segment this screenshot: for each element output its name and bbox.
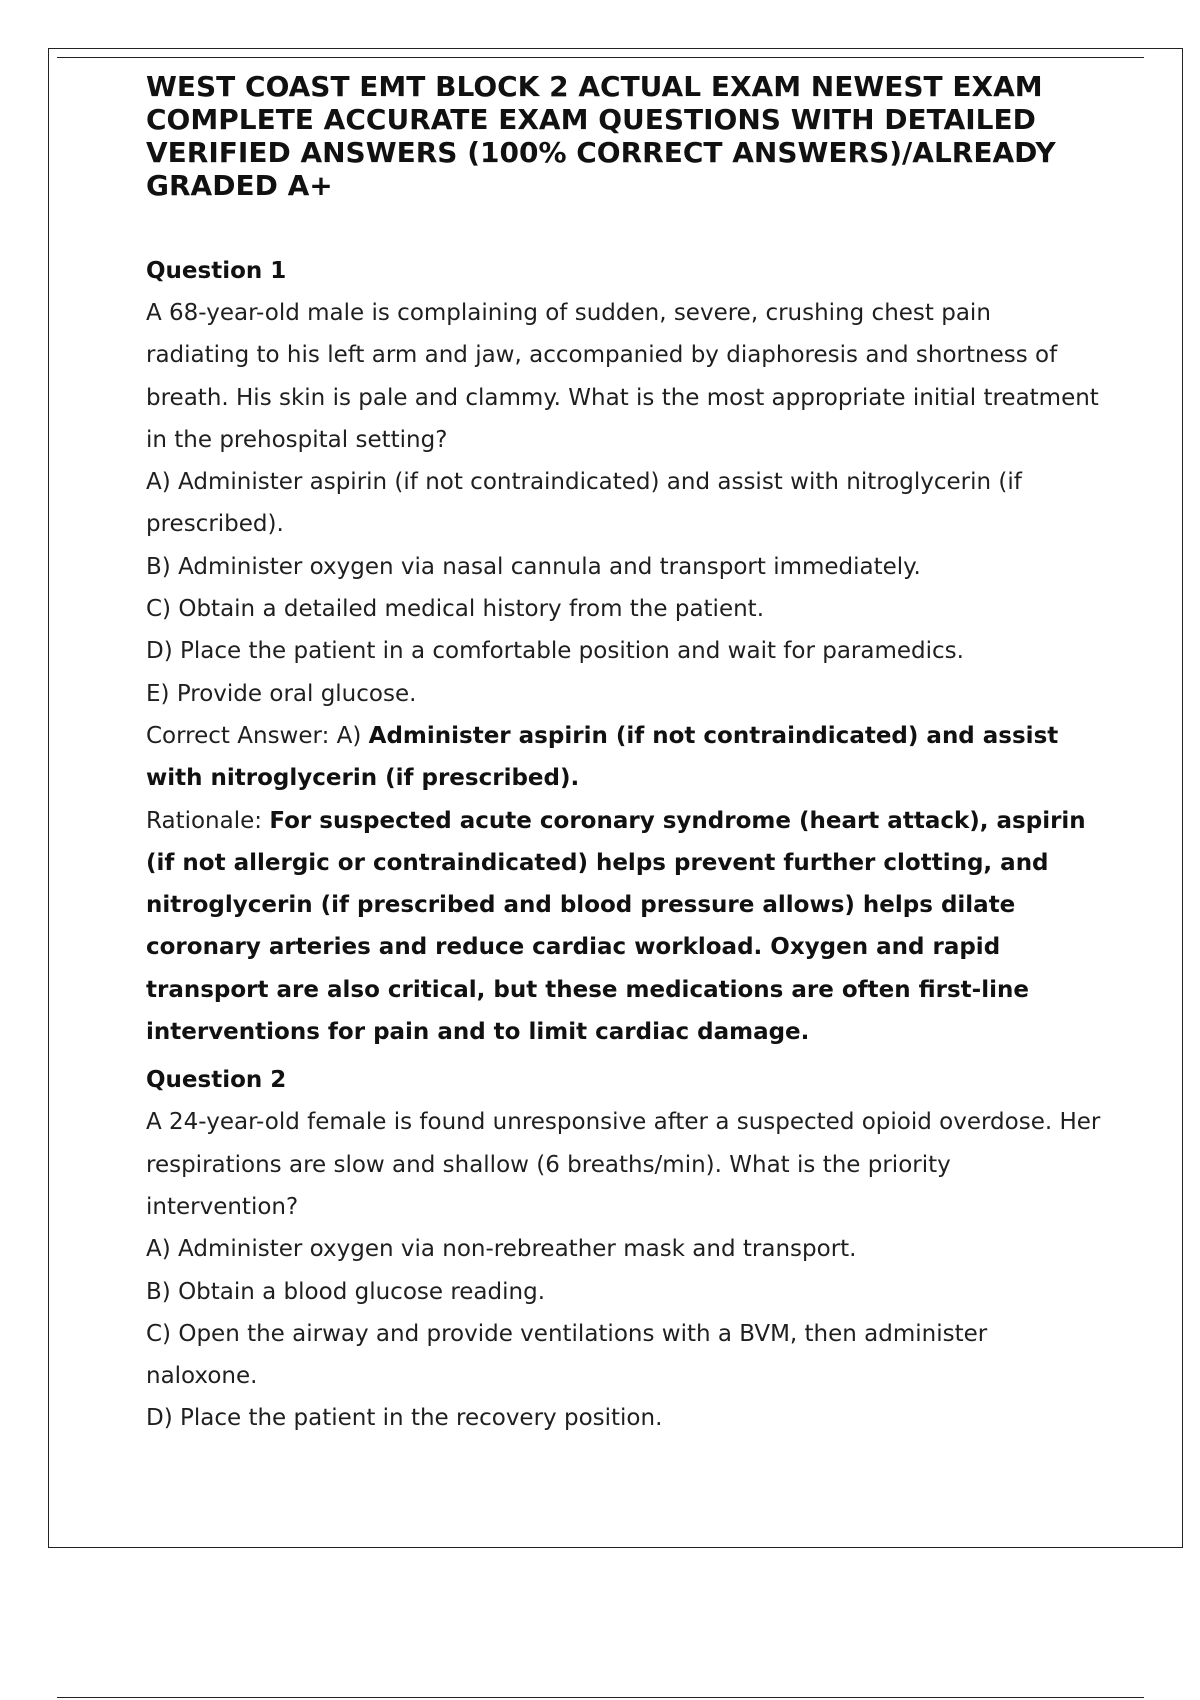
answer-option-c: C) Open the airway and provide ventilations with a BVM, then administer naloxone. <box>146 1320 988 1390</box>
question-1 <box>146 256 1101 1053</box>
answer-option-a: A) Administer oxygen via non-rebreather mask and transport. <box>146 1236 857 1263</box>
header-rule <box>57 57 1144 58</box>
rationale-text: For suspected acute coronary syndrome (heart attack), aspirin (if not allergic or contraindicated) helps prevent further clotting, and nitroglycerin (if prescribed and blood pressure allows) helps dilate coronary arteries and reduce cardiac workload. Oxygen and rapid transport are also critical, but these medications are often first-line interventions for pain and to limit cardiac damage. <box>146 807 1086 1046</box>
correct-answer-text: Administer aspirin (if not contraindicated) and assist with nitroglycerin (if prescribed). <box>146 722 1059 792</box>
answer-option-b: B) Obtain a blood glucose reading. <box>146 1278 546 1305</box>
answer-option-c: C) Obtain a detailed medical history from the patient. <box>146 596 765 623</box>
rationale <box>146 800 1101 1054</box>
question-heading: Question 2 <box>146 1067 287 1094</box>
footer-rule <box>57 1697 1144 1698</box>
answer-option-d: D) Place the patient in a comfortable position and wait for paramedics. <box>146 638 964 665</box>
rationale-label: Rationale: <box>146 807 263 834</box>
document-title: WEST COAST EMT BLOCK 2 ACTUAL EXAM NEWEST EXAM COMPLETE ACCURATE EXAM QUESTIONS WITH DETAILED VERIFIED ANSWERS (100% CORRECT ANSWERS)/ALREADY GRADED A+ <box>146 70 1056 202</box>
answer-option-d: D) Place the patient in the recovery position. <box>146 1405 663 1432</box>
document-body <box>146 70 1101 1440</box>
answer-option-e: E) Provide oral glucose. <box>146 680 417 707</box>
answer-option-b: B) Administer oxygen via nasal cannula and transport immediately. <box>146 553 921 580</box>
question-stem: A 24-year-old female is found unresponsive after a suspected opioid overdose. Her respirations are slow and shallow (6 breaths/min). What is the priority intervention? <box>146 1109 1101 1220</box>
correct-answer-label: Correct Answer: A) <box>146 722 362 749</box>
correct-answer <box>146 715 1101 800</box>
answer-option-a: A) Administer aspirin (if not contraindicated) and assist with nitroglycerin (if prescribed). <box>146 469 1022 538</box>
question-stem: A 68-year-old male is complaining of sudden, severe, crushing chest pain radiating to his left arm and jaw, accompanied by diaphoresis and shortness of breath. His skin is pale and clammy. What is the most appropriate initial treatment in the prehospital setting? <box>146 300 1099 453</box>
question-heading: Question 1 <box>146 258 287 284</box>
question-2 <box>146 1065 1101 1439</box>
